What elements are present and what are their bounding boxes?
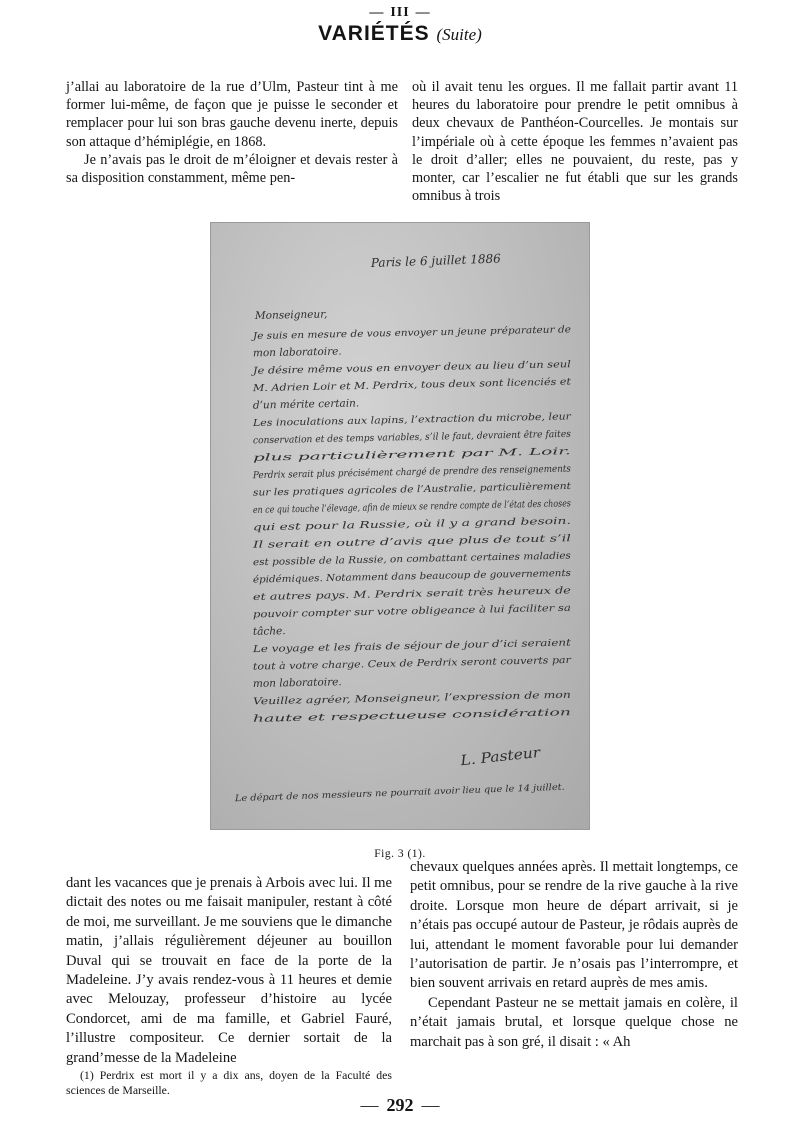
paragraph: dant les vacances que je prenais à Arbois avec lui. Il me dictait des notes ou me faisait manipuler, restant à côté de moi, me surveillant. Je me souviens que le dimanche matin, j’allais régulièrement déjeuner au bouillon Duval qui se trouvait en face de la porte de la Madeleine. J’y avais rendez-vous à 11 heures et demie avec Melouzay, professeur d’histoire au lycée Condorcet, ami de ma famille, et Gabriel Fauré, l’illustre compositeur. Ce dernier sortait de la grand’messe de la Madeleine [66, 875, 392, 1066]
letter-line: conservation et des temps variables, s’il le faut, devraient être faites [252, 428, 585, 447]
bottom-right-column [410, 858, 738, 1052]
letter-line: Je désire même vous en envoyer deux au lieu d’un seul [252, 360, 518, 377]
paragraph: chevaux quelques années après. Il mettait longtemps, ce petit omnibus, pour se rendre de la rive gauche à la rive droite. Lorsque mon heure de départ arrivait, si je n’étais pas occupé autour de Pasteur, je rôdais auprès de lui, attendant le moment favorable pour lui demander l’autorisation de partir. Je n’osais pas l’interrompre, et bien souvent arrivais en retard auprès de mes amis. [410, 859, 738, 992]
letter-line: Monseigneur, [254, 308, 328, 322]
section-title [0, 22, 800, 46]
figure-caption: Fig. 3 (1). [374, 848, 426, 860]
letter-line: Perdrix serait plus précisément chargé de prendre des renseignements [252, 462, 597, 482]
folio: — 292 — [0, 1095, 800, 1116]
letter-line: est possible de la Russie, on combattant certaines maladies [252, 551, 541, 569]
letter-line: en ce qui touche l’élevage, afin de mieux se rendre compte de l’état des choses [252, 496, 636, 516]
letter-line: pouvoir compter sur votre obligeance à lui faciliter sa [252, 603, 513, 621]
letter-line: mon laboratoire. [252, 676, 342, 690]
letter-line: tout à votre charge. Ceux de Perdrix seront couverts par [252, 655, 527, 673]
footnote-text: (1) Perdrix est mort il y a dix ans, doyen de la Faculté des sciences de Marseille. [66, 1068, 392, 1097]
section-title-text: VARIÉTÉS [318, 22, 430, 45]
letter-line: Il serait en outre d’avis que plus de tout s’il [252, 535, 464, 551]
top-right-column [412, 78, 738, 205]
letter-line: plus particulièrement par M. Loir. [252, 449, 417, 464]
letter-line: tâche. [252, 625, 286, 638]
bottom-left-column [66, 874, 392, 1068]
letter-line: d’un mérite certain. [252, 397, 360, 412]
letter-line: M. Adrien Loir et M. Perdrix, tous deux sont licenciés et [252, 377, 524, 395]
paragraph: où il avait tenu les orgues. Il me fallait partir avant 11 heures du laboratoire pour prendre le petit omnibus à deux chevaux de Panthéon-Courcelles. Je montais sur l’impériale où à cette époque les femmes n’avaient pas le droit d’aller; elles ne pouvaient, du reste, pas y monter, car l’escalier ne fut établi que sur les grands omnibus à trois [412, 79, 738, 205]
letter-handwriting [211, 223, 636, 829]
letter-line: mon laboratoire. [252, 345, 342, 360]
letter-facsimile [210, 222, 636, 830]
letter-date: Paris le 6 juillet 1886 [370, 251, 501, 270]
letter-line: et autres pays. M. Perdrix serait très heureux de [252, 587, 488, 603]
letter-line: qui est pour la Russie, où il y a grand besoin. [252, 517, 471, 534]
top-left-column [66, 78, 398, 187]
letter-line: Les inoculations aux lapins, l’extraction du microbe, leur [252, 412, 528, 429]
paragraph: j’allai au laboratoire de la rue d’Ulm, Pasteur tint à me former lui-même, de façon que je puisse le seconder et remplacer pour lui son bras gauche devenu inerte, depuis son attaque d’hémiplégie, en 1868. [66, 79, 398, 150]
paragraph: Je n’avais pas le droit de m’éloigner et devais rester à sa disposition constamment, même pen- [66, 151, 398, 187]
paragraph: Cependant Pasteur ne se mettait jamais en colère, il n’était jamais brutal, et lorsque quelque chose ne marchait pas à son gré, il disait : « Ah [410, 994, 738, 1050]
section-title-suffix: (Suite) [436, 25, 482, 44]
letter-postscript: Le départ de nos messieurs ne pourrait avoir lieu que le 14 juillet. [234, 783, 538, 805]
letter-line: haute et respectueuse considération [252, 710, 429, 725]
letter-line: Le voyage et les frais de séjour de jour d’ici seraient [252, 638, 506, 656]
signature: L. Pasteur [459, 745, 534, 770]
page-number: — III — [0, 5, 800, 21]
footnote [66, 1068, 392, 1098]
letter-line: sur les pratiques agricoles de l’Australie, particulièrement [252, 481, 536, 499]
letter-line: Je suis en mesure de vous envoyer un jeune préparateur de [252, 324, 540, 342]
letter-line: épidémiques. Notamment dans beaucoup de gouvernements [252, 568, 546, 586]
letter-line: Veuillez agréer, Monseigneur, l’expression de mon [252, 691, 496, 708]
